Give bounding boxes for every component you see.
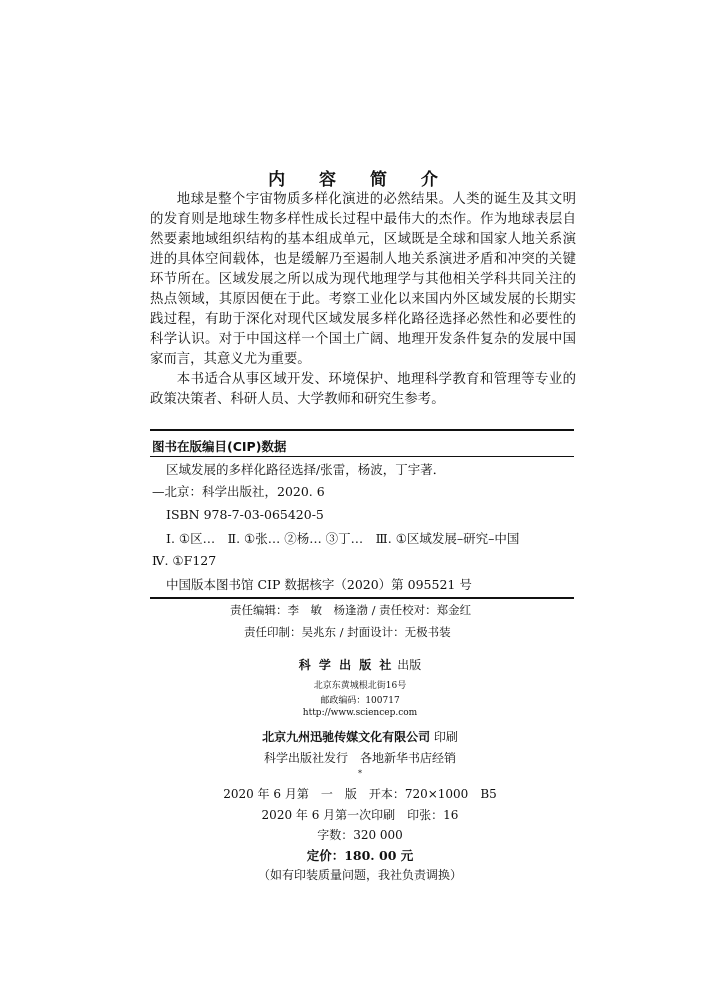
cip-class-line-2: Ⅳ. ①F127 bbox=[152, 553, 217, 568]
printing-line: 2020 年 6 月第一次印刷 印张：16 bbox=[261, 808, 459, 822]
printer-name: 北京九州迅驰传媒文化有限公司 bbox=[262, 730, 431, 744]
page-title: 内 容 简 介 bbox=[268, 170, 452, 190]
cip-publisher-line: —北京：科学出版社，2020. 6 bbox=[152, 484, 325, 499]
credits-print-line: 责任印制：吴兆东 / 封面设计：无极书装 bbox=[244, 625, 451, 639]
cip-top-rule bbox=[150, 429, 574, 431]
publisher-line bbox=[0, 656, 720, 673]
price-line: 定价：180. 00 元 bbox=[306, 848, 414, 863]
publisher-name: 科 学 出 版 社 bbox=[298, 658, 394, 672]
printer-suffix: 印刷 bbox=[433, 730, 458, 744]
cip-class-line: Ⅰ. ①区… Ⅱ. ①张… ②杨… ③丁… Ⅲ. ①区域发展–研究–中国 bbox=[166, 531, 520, 546]
publisher-postcode: 邮政编码：100717 bbox=[320, 696, 400, 706]
publisher-suffix: 出版 bbox=[397, 658, 422, 672]
distribution-line: 科学出版社发行 各地新华书店经销 bbox=[263, 751, 456, 765]
cip-heading-rule bbox=[150, 456, 574, 457]
cip-title-line: 区域发展的多样化路径选择/张雷，杨波，丁宇著． bbox=[166, 462, 446, 477]
notice-line: （如有印装质量问题，我社负责调换） bbox=[257, 868, 462, 882]
cip-bottom-rule bbox=[150, 597, 574, 599]
summary-paragraph-1: 地球是整个宇宙物质多样化演进的必然结果。人类的诞生及其文明的发育则是地球生物多样性成长过程中最伟大的杰作。作为地球表层自然要素地域组织结构的基本组成单元，区域既是全球和国家人地关系演进的具体空间载体，也是缓解乃至遏制人地关系演进矛盾和冲突的关键环节所在。区域发展之所以成为现代地理学与其他相关学科共同关注的热点领域，其原因便在于此。考察工业化以来国内外区域发展的长期实践过程，有助于深化对现代区域发展多样化路径选择必然性和必要性的科学认识。对于中国这样一个国土广阔、地理开发条件复杂的发展中国家而言，其意义尤为重要。 bbox=[150, 192, 576, 367]
cip-isbn: ISBN 978-7-03-065420-5 bbox=[166, 507, 324, 522]
edition-line: 2020 年 6 月第 一 版 开本：720×1000 B5 bbox=[223, 787, 497, 801]
summary-text bbox=[150, 190, 576, 410]
wordcount-line: 字数：320 000 bbox=[317, 828, 403, 842]
separator-star: * bbox=[358, 769, 362, 778]
publisher-address: 北京东黄城根北街16号 bbox=[313, 681, 407, 691]
cip-heading: 图书在版编目(CIP)数据 bbox=[152, 439, 287, 454]
summary-paragraph-2: 本书适合从事区域开发、环境保护、地理科学教育和管理等专业的政策决策者、科研人员、大学教师和研究生参考。 bbox=[150, 372, 576, 407]
printer-line bbox=[0, 728, 720, 745]
publisher-url: http://www.sciencep.com bbox=[302, 708, 418, 718]
credits-editor-line: 责任编辑：李 敏 杨逢渤 / 责任校对：郑金红 bbox=[230, 603, 472, 617]
cip-check-line: 中国版本图书馆 CIP 数据核字（2020）第 095521 号 bbox=[166, 577, 472, 592]
